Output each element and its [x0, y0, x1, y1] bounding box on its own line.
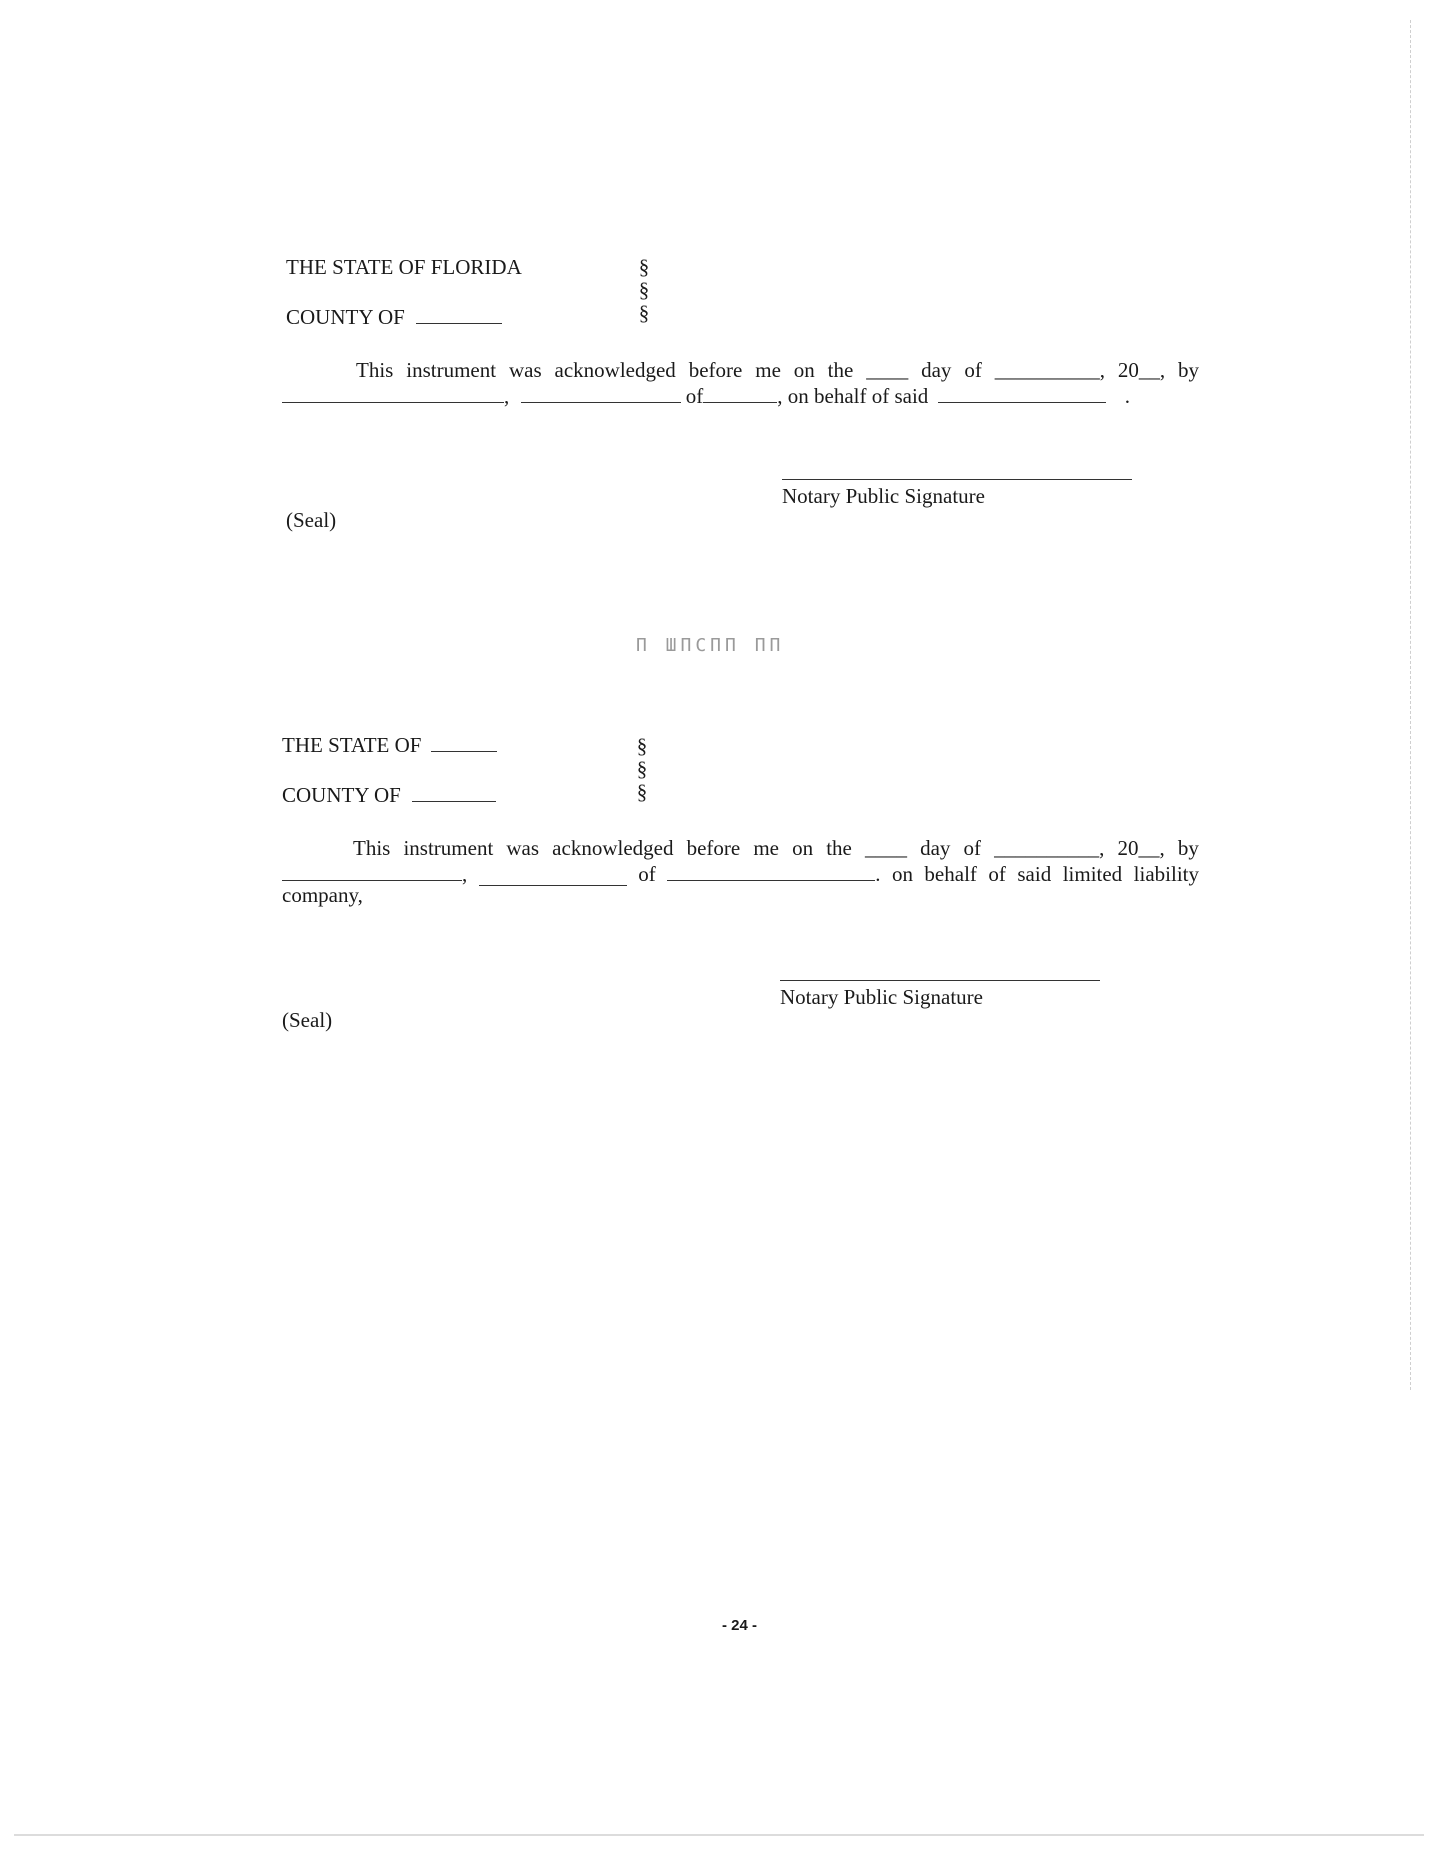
seal-label: (Seal)	[286, 508, 337, 532]
ack-word: day	[921, 358, 952, 382]
comma: ,	[504, 384, 510, 408]
ack-word: instrument	[406, 358, 497, 382]
ack-word: of	[964, 358, 982, 382]
ack-word: was	[506, 836, 540, 860]
scan-edge-bottom	[14, 1834, 1424, 1836]
ack-word: on	[792, 836, 814, 860]
ack-word: of	[963, 836, 982, 860]
state-blank	[431, 733, 497, 752]
month-blank: __________,	[994, 358, 1105, 382]
year-blank: 20__,	[1117, 836, 1165, 860]
county-label-text: COUNTY OF	[282, 783, 401, 807]
ack-word: This	[353, 836, 391, 860]
ack-word: acknowledged	[554, 358, 676, 382]
state-label-text: THE STATE OF	[282, 733, 422, 757]
entity-blank	[703, 384, 777, 403]
ack-word: of	[988, 862, 1006, 886]
ack-word: me	[755, 358, 781, 382]
year-blank: 20__,	[1117, 358, 1166, 382]
acknowledgment-line-2	[282, 862, 1199, 886]
ack-word: was	[508, 358, 542, 382]
entity-field	[667, 862, 880, 886]
title-blank	[479, 867, 627, 886]
month-blank: __________,	[994, 836, 1105, 860]
ack-word: liability	[1133, 862, 1199, 886]
state-label	[282, 733, 497, 757]
of-word: of	[685, 384, 704, 408]
ack-word: day	[920, 836, 951, 860]
comma: ,	[462, 862, 468, 886]
section-mark: §	[638, 278, 650, 302]
ack-word: said	[1017, 862, 1052, 886]
name-blank	[282, 862, 462, 881]
ack-word: me	[753, 836, 779, 860]
ack-word: on	[793, 358, 815, 382]
faint-heading: П ШПСПП ПП	[636, 635, 785, 656]
ack-word: behalf	[924, 862, 977, 886]
ack-word: limited	[1062, 862, 1123, 886]
county-label-text: COUNTY OF	[286, 305, 405, 329]
ack-word: the	[826, 836, 852, 860]
ack-word: before	[688, 358, 743, 382]
company-blank	[938, 384, 1106, 403]
title-blank	[521, 384, 681, 403]
on-behalf-text: , on behalf of said	[777, 384, 929, 408]
ack-word: This	[356, 358, 394, 382]
signature-line	[782, 479, 1132, 480]
name-blank	[282, 384, 504, 403]
entity-blank	[667, 862, 875, 881]
section-mark: §	[636, 757, 648, 781]
seal-label: (Seal)	[282, 1008, 333, 1032]
county-label	[286, 305, 502, 329]
day-blank: ____	[864, 836, 907, 860]
state-label: THE STATE OF FLORIDA	[286, 255, 522, 279]
signature-line	[780, 980, 1100, 981]
acknowledgment-line-3: company,	[282, 883, 363, 907]
section-mark: §	[638, 301, 650, 325]
county-blank	[412, 783, 496, 802]
ack-word: by	[1178, 358, 1199, 382]
ack-word: by	[1177, 836, 1199, 860]
ack-word: acknowledged	[552, 836, 674, 860]
acknowledgment-line-1	[356, 358, 1199, 382]
period: .	[1124, 384, 1131, 408]
period: .	[875, 862, 881, 886]
section-mark: §	[636, 734, 648, 758]
county-blank	[416, 305, 502, 324]
section-mark: §	[638, 255, 650, 279]
ack-word: on	[891, 862, 913, 886]
of-word: of	[638, 862, 656, 886]
county-label	[282, 783, 496, 807]
scan-edge-right	[1410, 20, 1411, 1390]
signature-caption: Notary Public Signature	[780, 985, 983, 1009]
day-blank: ____	[866, 358, 909, 382]
acknowledgment-line-2	[282, 384, 1130, 408]
acknowledgment-line-1	[353, 836, 1199, 860]
ack-word: the	[827, 358, 854, 382]
signature-caption: Notary Public Signature	[782, 484, 985, 508]
page-number: - 24 -	[722, 1617, 758, 1634]
ack-word: before	[686, 836, 741, 860]
ack-word: instrument	[403, 836, 494, 860]
section-mark: §	[636, 780, 648, 804]
